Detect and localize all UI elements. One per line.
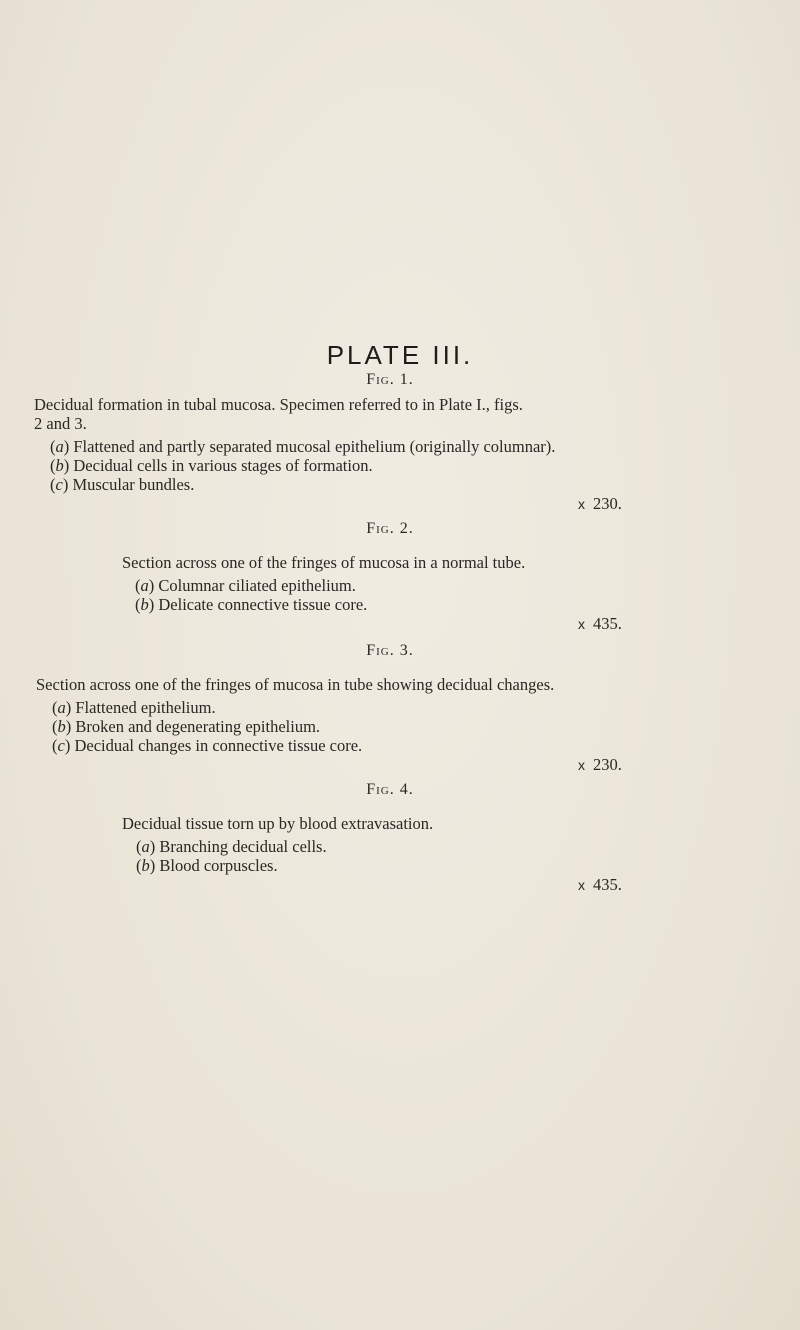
figure-item: (a) Flattened epithelium.: [52, 698, 216, 717]
magnification-prefix: x: [578, 877, 585, 893]
figure-item: (b) Broken and degenerating epithelium.: [52, 717, 321, 736]
item-text: Branching decidual cells.: [159, 837, 327, 856]
item-letter: b: [57, 717, 66, 736]
figure-caption: Section across one of the fringes of mucosa in tube showing decidual changes.: [36, 675, 555, 694]
magnification-value: 230.: [593, 755, 622, 774]
magnification-value: 435.: [593, 875, 622, 894]
figure-caption: Decidual formation in tubal mucosa. Specimen referred to in Plate I., figs.: [34, 395, 523, 414]
magnification: [578, 614, 622, 634]
item-text: Broken and degenerating epithelium.: [75, 717, 321, 736]
item-text: Blood corpuscles.: [159, 856, 278, 875]
item-letter: c: [55, 475, 63, 494]
item-letter: a: [57, 698, 66, 717]
magnification: [578, 494, 622, 514]
figure-heading: Fig. 2.: [366, 520, 414, 537]
item-letter: b: [140, 595, 149, 614]
figure-item: (a) Columnar ciliated epithelium.: [135, 576, 356, 595]
figure-caption: Section across one of the fringes of mucosa in a normal tube.: [122, 553, 526, 572]
item-text: Decidual changes in connective tissue core.: [74, 736, 363, 755]
magnification: [578, 755, 622, 775]
magnification: [578, 875, 622, 895]
item-letter: b: [55, 456, 64, 475]
item-letter: a: [55, 437, 64, 456]
item-text: Flattened and partly separated mucosal epithelium (originally columnar).: [73, 437, 556, 456]
figure-item: (b) Decidual cells in various stages of formation.: [50, 456, 373, 475]
figure-item: (b) Blood corpuscles.: [136, 856, 278, 875]
item-text: Muscular bundles.: [72, 475, 195, 494]
figure-caption: Decidual tissue torn up by blood extravasation.: [122, 814, 434, 833]
magnification-value: 230.: [593, 494, 622, 513]
figure-item: (c) Decidual changes in connective tissue core.: [52, 736, 363, 755]
figure-item: (b) Delicate connective tissue core.: [135, 595, 368, 614]
item-text: Flattened epithelium.: [75, 698, 216, 717]
magnification-prefix: x: [578, 757, 585, 773]
magnification-value: 435.: [593, 614, 622, 633]
item-text: Delicate connective tissue core.: [158, 595, 368, 614]
item-letter: c: [57, 736, 65, 755]
figure-item: (c) Muscular bundles.: [50, 475, 195, 494]
item-letter: b: [141, 856, 150, 875]
magnification-prefix: x: [578, 496, 585, 512]
figure-item: (a) Flattened and partly separated mucosal epithelium (originally columnar).: [50, 437, 556, 456]
item-text: Columnar ciliated epithelium.: [158, 576, 356, 595]
figure-heading: Fig. 3.: [366, 642, 414, 659]
figure-heading: Fig. 1.: [366, 371, 414, 388]
item-letter: a: [141, 837, 150, 856]
plate-title: PLATE III.: [326, 340, 474, 370]
magnification-prefix: x: [578, 616, 585, 632]
figure-heading: Fig. 4.: [366, 781, 414, 798]
figure-item: (a) Branching decidual cells.: [136, 837, 327, 856]
figure-caption-continued: 2 and 3.: [34, 414, 87, 433]
item-letter: a: [140, 576, 149, 595]
item-text: Decidual cells in various stages of formation.: [73, 456, 373, 475]
